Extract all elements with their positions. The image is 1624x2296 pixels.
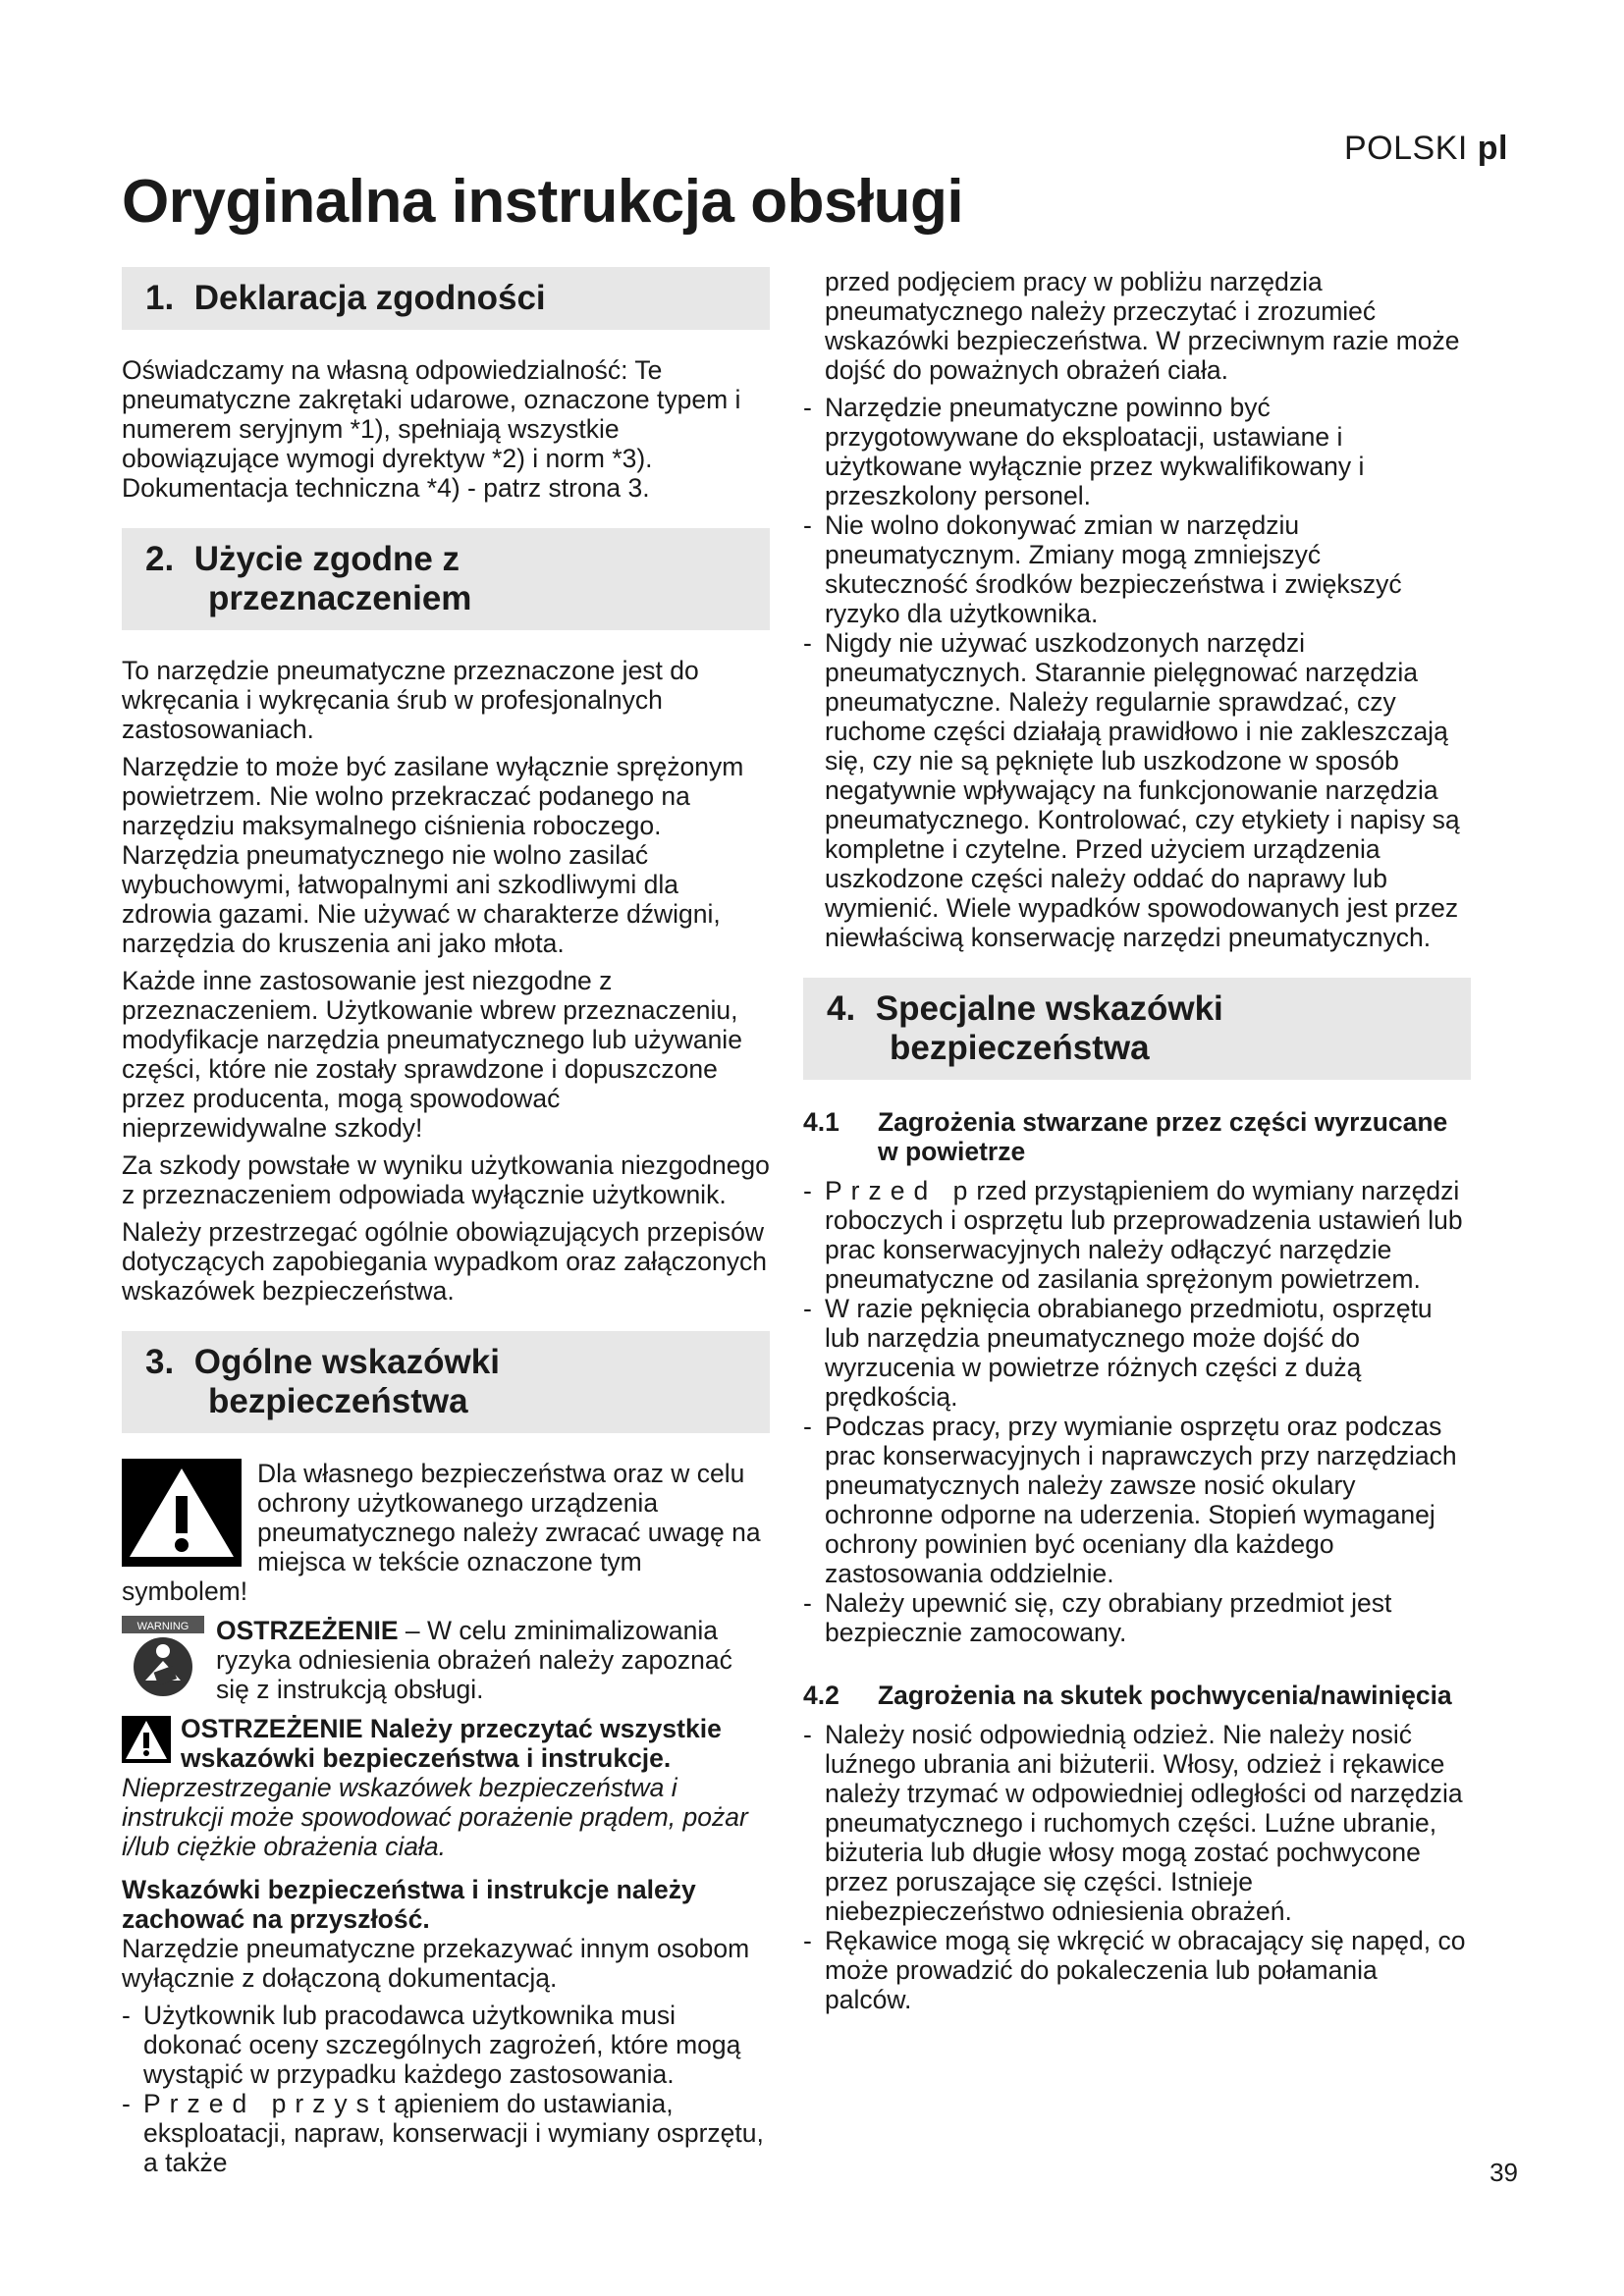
symbol-note-text: Dla własnego bezpieczeństwa oraz w celu ochrony użytkowanego urządzenia pneumatycznego należy zwracać uwagę na miejsca w tekście oznaczone tym symbolem! <box>122 1459 761 1606</box>
symbol-note <box>122 1459 770 1606</box>
list-item: - Podczas pracy, przy wymianie osprzętu oraz podczas prac konserwacyjnych i naprawczych przy narzędziach pneumatycznych należy zawsze nosić okulary ochronne odporne na uderzenia. Stopień wymaganej ochrony powinien być oceniany dla każdego zastosowania oddzielnie. <box>803 1412 1471 1588</box>
list-item: - Nie wolno dokonywać zmian w narzędziu pneumatycznym. Zmiany mogą zmniejszyć skuteczność środków bezpieczeństwa i zwiększyć ryzyko dla użytkownika. <box>803 510 1471 628</box>
warning-triangle-icon <box>122 1459 242 1567</box>
warning-small-icon <box>122 1716 171 1763</box>
subsection-heading-4-2: 4.2 Zagrożenia na skutek pochwycenia/nawinięcia <box>803 1681 1452 1710</box>
page-number: 39 <box>1489 2158 1518 2187</box>
section-heading-2: 2. Użycie zgodne z przeznaczeniem <box>122 528 770 630</box>
right-column <box>803 267 1471 2014</box>
paragraph: Każde inne zastosowanie jest niezgodne z przeznaczeniem. Użytkowanie wbrew przeznaczeniu, modyfikacje narzędzia pneumatycznego lub używanie części, które nie zostały sprawdzone i dopuszczone przez producenta, mogą spowodować nieprzewidywalne szkody! <box>122 966 742 1143</box>
list-item: - W razie pęknięcia obrabianego przedmiotu, osprzętu lub narzędzia pneumatycznego może dojść do wyrzucenia w powietrze różnych części z dużą prędkością. <box>803 1294 1471 1412</box>
paragraph: To narzędzie pneumatyczne przeznaczone jest do wkręcania i wykręcania śrub w profesjonalnych zastosowaniach. <box>122 656 699 744</box>
list-item: - Należy nosić odpowiednią odzież. Nie należy nosić luźnego ubrania ani biżuterii. Włosy, odzież i rękawice należy trzymać w odpowiedniej odległości od narzędzia pneumatycznego i ruchomych części. Luźne ubranie, biżuteria lub długie włosy mogą zostać pochwycone przez poruszające się części. Istnieje niebezpieczeństwo odniesienia obrażeń. <box>803 1720 1471 1926</box>
warning-read-manual: WARNING OSTRZEŻENIE – W celu zminimalizowania ryzyka odniesienia obrażeń należy zapoznać się z instrukcją obsługi. <box>122 1616 770 1704</box>
read-manual-icon <box>122 1616 204 1698</box>
list-item: - Przed przed przystąpieniem do wymiany narzędzi roboczych i osprzętu lub przeprowadzenia ustawień lub prac konserwacyjnych należy odłączyć narzędzie pneumatyczne od zasilania sprężonym powietrzem. <box>803 1176 1471 1294</box>
list-item: - Przed przystąpieniem do ustawiania, eksploatacji, napraw, konserwacji i wymiany osprzętu, a także <box>122 2089 770 2177</box>
list-item: - Rękawice mogą się wkręcić w obracający się napęd, co może prowadzić do pokaleczenia lub połamania palców. <box>803 1926 1471 2014</box>
declaration-text: Oświadczamy na własną odpowiedzialność: Te pneumatyczne zakrętaki udarowe, oznaczone typem i numerem seryjnym *1), spełniają wszystkie obowiązujące wymogi dyrektyw *2) i norm *3). Dokumentacja techniczna *4) - patrz strona 3. <box>122 355 741 503</box>
list-item: - Narzędzie pneumatyczne powinno być przygotowywane do eksploatacji, ustawiane i użytkowane wyłącznie przez wykwalifikowany i przeszkolony personel. <box>803 393 1471 510</box>
paragraph: Należy przestrzegać ogólnie obowiązujących przepisów dotyczących zapobiegania wypadkom oraz załączonych wskazówek bezpieczeństwa. <box>122 1217 767 1306</box>
page-title: Oryginalna instrukcja obsługi <box>122 168 964 236</box>
paragraph: Za szkody powstałe w wyniku użytkowania niezgodnego z przeznaczeniem odpowiada wyłącznie użytkownik. <box>122 1150 770 1209</box>
list-item: - Nigdy nie używać uszkodzonych narzędzi pneumatycznych. Starannie pielęgnować narzędzia pneumatyczne. Należy regularnie sprawdzać, czy ruchome części działają prawidłowo i nie zakleszczają się, czy nie są pęknięte lub uszkodzone w sposób negatywnie wpływający na funkcjonowanie narzędzia pneumatycznego. Kontrolować, czy etykiety i napisy są kompletne i czytelne. Przed użyciem urządzenia uszkodzone części należy oddać do naprawy lub wymienić. Wiele wypadków spowodowanych jest przez niewłaściwą konserwację narzędzi pneumatycznych. <box>803 628 1471 952</box>
section-heading-1: 1. Deklaracja zgodności <box>122 267 770 330</box>
warning-badge-text: WARNING <box>136 1621 189 1632</box>
section-heading-4: 4. Specjalne wskazówki bezpieczeństwa <box>803 978 1471 1080</box>
section-heading-3: 3. Ogólne wskazówki bezpieczeństwa <box>122 1331 770 1433</box>
paragraph: Narzędzie to może być zasilane wyłącznie sprężonym powietrzem. Nie wolno przekraczać podanego na narzędziu maksymalnego ciśnienia roboczego. Narzędzia pneumatycznego nie wolno zasilać wybuchowymi, łatwopalnymi ani szkodliwymi dla zdrowia gazami. Nie używać w charakterze dźwigni, narzędzia do kruszenia ani jako młota. <box>122 752 744 958</box>
list-item: - Użytkownik lub pracodawca użytkownika musi dokonać oceny szczególnych zagrożeń, które mogą wystąpić w przypadku każdego zastosowania. <box>122 2001 770 2089</box>
warning-read-all: OSTRZEŻENIE Należy przeczytać wszystkie wskazówki bezpieczeństwa i instrukcje. Nieprzestrzeganie wskazówek bezpieczeństwa i instrukcji może spowodować porażenie prądem, pożar i/lub ciężkie obrażenia ciała. <box>122 1714 748 1861</box>
keep-instructions-text: Narzędzie pneumatyczne przekazywać innym osobom wyłącznie z dołączoną dokumentacją. <box>122 1934 750 1993</box>
language-label: POLSKI pl <box>1343 130 1508 167</box>
subsection-heading-4-1: 4.1 Zagrożenia stwarzane przez części wyrzucane w powietrze <box>803 1107 1448 1166</box>
keep-instructions-heading: Wskazówki bezpieczeństwa i instrukcje należy zachować na przyszłość. <box>122 1875 696 1934</box>
continued-text: przed podjęciem pracy w pobliżu narzędzia pneumatycznego należy przeczytać i zrozumieć wskazówki bezpieczeństwa. W przeciwnym razie może dojść do poważnych obrażeń ciała. <box>825 267 1460 385</box>
list-item: - Należy upewnić się, czy obrabiany przedmiot jest bezpiecznie zamocowany. <box>803 1588 1471 1647</box>
left-column <box>122 267 770 2177</box>
